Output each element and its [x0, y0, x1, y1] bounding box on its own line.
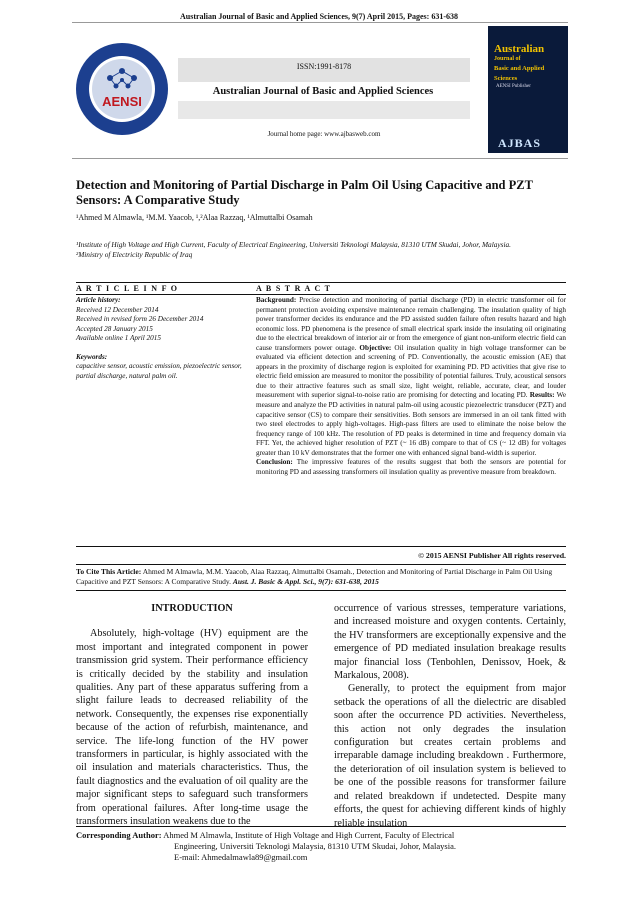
divider	[76, 282, 566, 283]
body-paragraph: Generally, to protect the equipment from major setback the operations of all the dielectric are disabled soon after the occurrence PD activities. Nevertheless, this action not only degrades the insulation configuration but creates certain problems and irreparable damage including breakdown . Furthermore, the deterioration of oil insulation system is believed to be one of the possible reasons for transformer failure and related breakdown if undetected. Despite many efforts, the quest for achieving different kinds of highly reliable insulation	[334, 683, 566, 829]
affiliation-1: ¹Institute of High Voltage and High Current, Faculty of Electrical Engineering, Universiti Teknologi Malaysia, 81310 UTM Skudai, Johor, Malaysia.	[76, 240, 511, 249]
cover-title-line: Australian	[494, 43, 545, 55]
objective-text: Oil insulation quality in high voltage transformer can be evaluated via efficient detection and screening of PD. Conventionally, the acoustic emission (AE) that appears in the proximity of discharge region is exploited for examining PD. PD activities that give rise to electric field emission are measured to monitor the possibility of potential failures. Truly, acoustical sensors due to their attractive features such as small size, light weight, reliable, accurate, clear, and louder measurement with superior signal-to-noise ratio are promising for detecting and locating PD.	[256, 343, 567, 400]
corresponding-label: Corresponding Author:	[76, 830, 162, 840]
divider	[76, 564, 566, 565]
online-date: Available online 1 April 2015	[76, 334, 161, 342]
copyright: © 2015 AENSI Publisher All rights reserved.	[418, 551, 566, 560]
conclusion-text: The impressive features of the results suggest that both the sensors are potential for monitoring PD and assessing transformers oil insulation quality as preventive measure from breakdown.	[256, 458, 566, 476]
affiliations	[76, 240, 566, 260]
cite-text: Ahmed M Almawla, M.M. Yaacob, Alaa Razzaq, Almuttalbi Osamah., Detection and Monitoring of Partial Discharge in Palm Oil Using Capacitive and PZT Sensors: A Comparative Study.	[76, 567, 553, 586]
body-paragraph: Absolutely, high-voltage (HV) equipment are the most important and integrated component in power transmission grid system. Their performance efficiency is critically decided by the stability and insulation qualities. Any part of these apparatus suffering from a slight failure leads to decreased reliability of the network. Consequently, the expenses rise exponentially because of the action of refurbish, maintenance, and service. The life-long function of the HV power transformers in particular, is highly associated with the oil insulation and materials characteristics. Thus, the fault diagnostics and the evaluation of oil quality are the major significant steps to safeguard such transformers from operational failures. After long-time usage the transformers insulation weakens due to the	[76, 628, 308, 828]
journal-cover	[488, 26, 568, 153]
corresponding-line: Engineering, Universiti Teknologi Malaysia, 81310 UTM Skudai, Johor, Malaysia.	[174, 841, 456, 851]
accepted-date: Accepted 28 January 2015	[76, 324, 153, 333]
affiliation-2: ²Ministry of Electricity Republic of Iraq	[76, 250, 193, 259]
objective-label: Objective:	[359, 343, 392, 352]
background-label: Background:	[256, 296, 297, 304]
corresponding-email[interactable]: E-mail: Ahmedalmawla89@gmail.com	[174, 852, 308, 862]
divider	[76, 546, 566, 547]
logo-text: AENSI	[102, 94, 142, 109]
cover-title-line: Sciences	[494, 75, 518, 82]
results-label: Results:	[529, 391, 555, 400]
divider	[76, 294, 566, 295]
journal-homepage[interactable]: Journal home page: www.ajbasweb.com	[267, 130, 381, 138]
article-info-heading: A R T I C L E I N F O	[76, 284, 179, 293]
keywords-label: Keywords:	[76, 352, 108, 361]
paper-authors: ¹Ahmed M Almawla, ¹M.M. Yaacob, ¹,²Alaa Razzaq, ¹Almuttalbi Osamah	[76, 213, 313, 222]
results-text: We measure and analyze the PD activities in natural palm-oil using acoustic piezoelectric transducer (PZT) and capacitive sensor (CS) to compare their sensitivities. Both sensors are immersed in an oil tank fitted with two steel electrodes to apply high-voltages. High-pass filters are used to eliminate the noise below the frequency range of 100 kHz. The resolution of PD peaks is determined in time and frequency domain via FFT. Yet, the achieved higher resolution of PZT (~ 16 dB) compare to that of CS (~ 12 dB) for voltages greater than 10 kV demonstrates that the former one with enhanced signal band-width is superior.	[256, 391, 567, 457]
cover-publisher: AENSI Publisher	[496, 84, 531, 89]
cite-label: To Cite This Article:	[76, 567, 142, 576]
citation	[76, 567, 566, 587]
article-info	[76, 296, 248, 381]
journal-title: Australian Journal of Basic and Applied Sciences	[212, 86, 434, 97]
corresponding-line: Ahmed M Almawla, Institute of High Voltage and High Current, Faculty of Electrical	[163, 830, 455, 840]
divider	[76, 590, 566, 591]
cover-title-line: Basic and Applied	[494, 65, 545, 72]
paper-title: Detection and Monitoring of Partial Discharge in Palm Oil Using Capacitive and PZT Sensors: A Comparative Study	[76, 178, 533, 207]
section-heading-introduction: INTRODUCTION	[151, 603, 233, 614]
body-column-left	[76, 602, 308, 829]
issn: ISSN:1991-8178	[296, 62, 352, 71]
aensi-logo	[72, 26, 172, 153]
abstract-heading: A B S T R A C T	[256, 284, 332, 293]
corresponding-author	[76, 826, 566, 863]
body-column-right	[334, 602, 566, 830]
cover-title-line: Journal of	[494, 56, 521, 62]
abstract-body	[256, 296, 566, 477]
cover-title	[494, 44, 544, 84]
cite-journal: Aust. J. Basic & Appl. Sci., 9(7): 631-638, 2015	[232, 577, 379, 586]
history-label: Article history:	[76, 296, 121, 304]
title-band	[178, 101, 470, 119]
received-date: Received 12 December 2014	[76, 305, 159, 314]
body-paragraph: occurrence of various stresses, temperature variations, and increased moisture and oxygen contents. Certainly, the HV transformers are exceptionally expensive and the emergence of PD mediated insulation breakage results major financial loss (Tenbohlen, Denissov, Hoek, & Markalous, 2008).	[334, 603, 566, 682]
cover-acronym: AJBAS	[498, 136, 542, 150]
keywords: capacitive sensor, acoustic emission, piezoelectric sensor, partial discharge, natural palm oil.	[76, 362, 242, 380]
background-text: Precise detection and monitoring of partial discharge (PD) in electric transformer oil for permanent protection avoiding expensive maintenance remain challenging. The insulation quality of high power transformer decides its endurance and the PD assisted sudden failure often results hazard and high economic loss. PD phenomena is the presence of small electrical spark inside the insulating oil originating due to the electrical breakdown of interior air or from the emergence of giant non-uniform electric field can cause transformers power outage.	[256, 296, 566, 352]
conclusion-label: Conclusion:	[256, 458, 293, 467]
revised-date: Received in revised form 26 December 2014	[76, 315, 204, 323]
journal-reference: Australian Journal of Basic and Applied Sciences, 9(7) April 2015, Pages: 631-638	[179, 12, 458, 21]
